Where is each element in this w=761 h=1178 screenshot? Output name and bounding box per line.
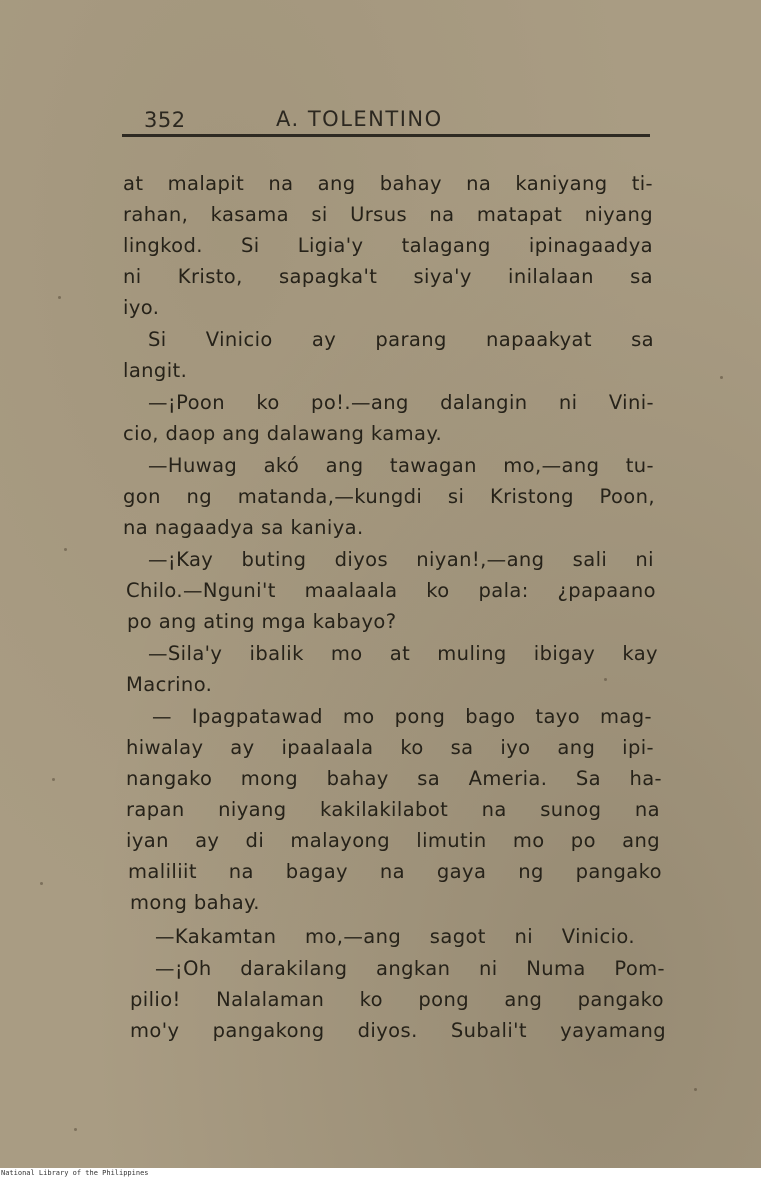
text-line: mo'y pangakong diyos. Subali't yayamang	[130, 1019, 666, 1042]
text-line: pilio! Nalalaman ko pong ang pangako	[130, 988, 664, 1011]
text-line: nangako mong bahay sa Ameria. Sa ha-	[126, 767, 662, 790]
text-line: langit.	[123, 359, 188, 382]
running-head: A. TOLENTINO	[276, 107, 443, 131]
text-line: —Sila'y ibalik mo at muling ibigay kay	[148, 642, 658, 665]
text-line: rahan, kasama si Ursus na matapat niyang	[123, 203, 653, 226]
text-line: —¡Kay buting diyos niyan!,—ang sali ni	[148, 548, 654, 571]
text-line: Chilo.—Nguni't maalaala ko pala: ¿papaano	[126, 579, 656, 602]
text-line: rapan niyang kakilakilabot na sunog na	[126, 798, 660, 821]
text-line: at malapit na ang bahay na kaniyang ti-	[123, 172, 653, 195]
text-line: —¡Oh darakilang angkan ni Numa Pom-	[155, 957, 665, 980]
footer-credit: National Library of the Philippines	[1, 1169, 149, 1177]
text-line: iyan ay di malayong limutin mo po ang	[126, 829, 660, 852]
text-line: iyo.	[123, 296, 160, 319]
page-number: 352	[144, 108, 186, 132]
text-line: ni Kristo, sapagka't siya'y inilalaan sa	[123, 265, 653, 288]
text-line: lingkod. Si Ligia'y talagang ipinagaadya	[123, 234, 653, 257]
text-line: Macrino.	[126, 673, 213, 696]
text-line: mong bahay.	[130, 891, 260, 914]
text-line: maliliit na bagay na gaya ng pangako	[128, 860, 662, 883]
text-line: Si Vinicio ay parang napaakyat sa	[148, 328, 654, 351]
text-line: —Huwag akó ang tawagan mo,—ang tu-	[148, 454, 654, 477]
text-line: —Kakamtan mo,—ang sagot ni Vinicio.	[155, 925, 635, 948]
text-line: — Ipagpatawad mo pong bago tayo mag-	[152, 705, 652, 728]
text-line: po ang ating mga kabayo?	[127, 610, 397, 633]
text-line: na nagaadya sa kaniya.	[123, 516, 364, 539]
text-line: hiwalay ay ipaalaala ko sa iyo ang ipi-	[126, 736, 654, 759]
text-line: cio, daop ang dalawang kamay.	[123, 422, 443, 445]
text-line: —¡Poon ko po!.—ang dalangin ni Vini-	[148, 391, 654, 414]
text-line: gon ng matanda,—kungdi si Kristong Poon,	[123, 485, 655, 508]
